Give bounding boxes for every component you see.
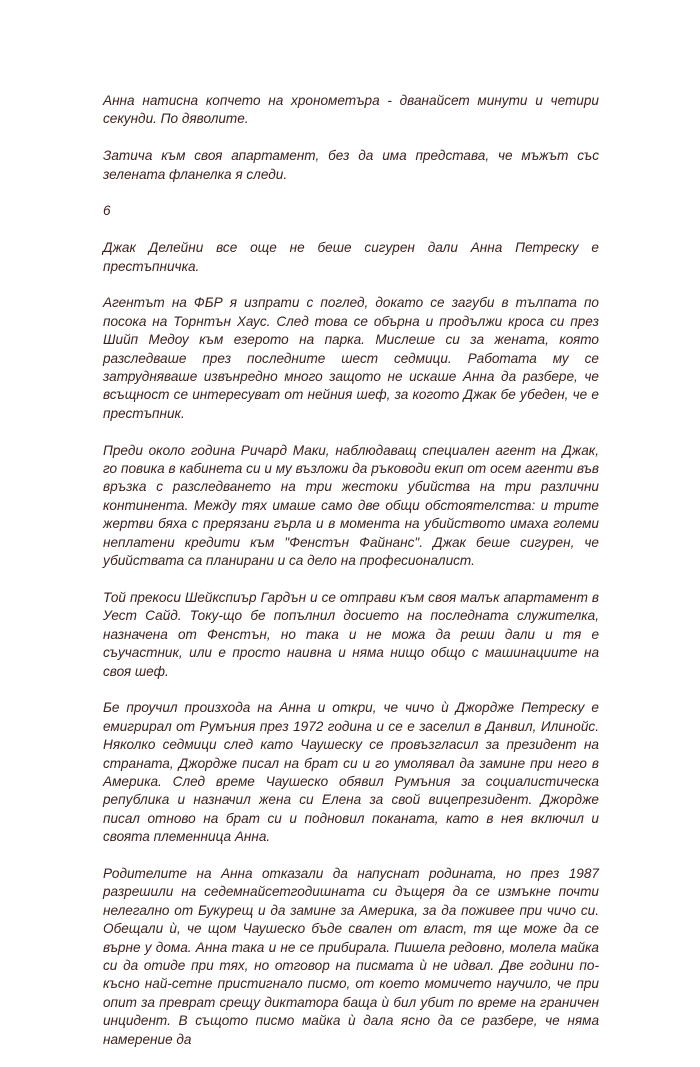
paragraph: Джак Делейни все още не беше сигурен дали Анна Петреску е престъпничка.: [103, 240, 599, 274]
document-body: [103, 92, 599, 1067]
paragraph: Родителите на Анна отказали да напуснат родината, но през 1987 разрешили на седемнайсетгодишната си дъщеря да се измъкне почти нелегално от Букурещ и да замине за Америка, за да поживее при чичо си. Обещали ѝ, че щом Чаушеско бъде свален от власт, тя ще може да се върне у дома. Анна така и не се прибирала. Пишела редовно, молела майка си да отиде при тях, но отговор на писмата ѝ не идвал. Две години по-късно най-сетне пристигнало писмо, от което момичето научило, че при опит за преврат срещу диктатора баща ѝ бил убит по време на граничен инцидент. В същото писмо майка ѝ дала ясно да се разбере, че няма намерение да: [103, 865, 599, 1047]
paragraph: Преди около година Ричард Маки, наблюдаващ специален агент на Джак, го повика в кабинета си и му възложи да ръководи екип от осем агенти във връзка с разследването на три жестоки убийства на три различни континента. Между тях имаше само две общи обстоятелства: и трите жертви бяха с прерязани гърла и в момента на убийството имаха големи неплатени кредити към "Фенстън Файнанс". Джак беше сигурен, че убийствата са планирани и са дело на професионалист.: [103, 442, 599, 569]
paragraph: Анна натисна копчето на хронометъра - дванайсет минути и четири секунди. По дяволите.: [103, 93, 599, 127]
paragraph: Агентът на ФБР я изпрати с поглед, докато се загуби в тълпата по посока на Торнтън Хаус. След това се обърна и продължи кроса си през Шийп Медоу към езерото на парка. Мислеше си за жената, която разследваше през последните шест седмици. Работата му се затрудняваше извънредно много защото не искаше Анна да разбере, че всъщност се интересуват от нейния шеф, за когото Джак бе убеден, че е престъпник.: [103, 295, 599, 421]
chapter-number: 6: [103, 203, 111, 219]
paragraph: Той прекоси Шейкспиър Гардън и се отправи към своя малък апартамент в Уест Сайд. Току-що бе попълнил досието на последната служителка, назначена от Фенстън, но така и не можа да реши дали и тя е съучастник, или е просто наивна и няма нищо общо с машинациите на своя шеф.: [103, 589, 599, 679]
paragraph: Затича към своя апартамент, без да има представа, че мъжът със зелената фланелка я следи.: [103, 148, 599, 182]
paragraph: Бе проучил произхода на Анна и откри, че чичо ѝ Джордже Петреску е емигрирал от Румъния през 1972 година и се е заселил в Данвил, Илинойс. Няколко седмици след като Чаушеску се провъзгласил за президент на страната, Джордже писал на брат си и го умолявал да замине при него в Америка. След време Чаушеско обявил Румъния за социалистическа република и назначил жена си Елена за свой вицепрезидент. Джордже писал отново на брат си и подновил поканата, като в нея включил и своята племенница Анна.: [103, 700, 599, 845]
